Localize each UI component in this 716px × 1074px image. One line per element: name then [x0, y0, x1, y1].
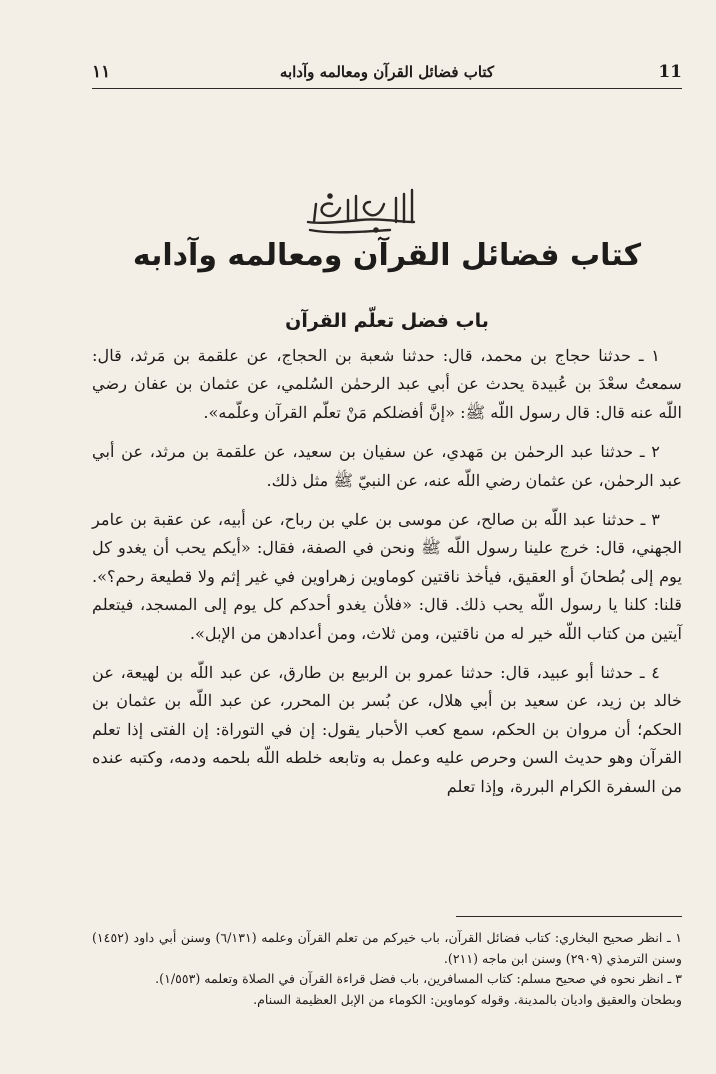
- hadith-paragraph: ١ ـ حدثنا حجاج بن محمد، قال: حدثنا شعبة بن الحجاج، عن علقمة بن مَرثد، قال: سمعتُ سعْدَ بن عُبيدة يحدث عن أبي عبد الرحمٰن السُلمي، عن عثمان بن عفان رضي اللّه عنه قال: قال رسول اللّه ﷺ: «إنَّ أفضلكم مَنْ تعلّم القرآن وعلّمه».: [92, 346, 682, 422]
- book-title: كتاب فضائل القرآن ومعالمه وآدابه: [132, 238, 642, 273]
- footnote-item: وبطحان والعقيق واديان بالمدينة. وقوله كوماوين: الكوماء من الإبل العظيمة السنام.: [253, 991, 682, 1007]
- chapter-title: باب فضل تعلّم القرآن: [285, 310, 489, 332]
- hadith-paragraph: ٤ ـ حدثنا أبو عبيد، قال: حدثنا عمرو بن الربيع بن طارق، عن عبد اللّه بن لهيعة، عن خالد بن زيد، عن سعيد بن أبي هلال، عن بُسر بن المحرر، عن عبد اللّه بن عثمان بن الحكم؛ أن مروان بن الحكم، سمع كعب الأحبار يقول: إن في التوراة: إن الفتى إذا تعلم القرآن وهو حديث السن وحرص عليه وعمل به وتابعه خلطه اللّه بلحمه ودمه، وكتبه عنده من السفرة الكرام البررة، وإذا تعلم: [92, 663, 682, 796]
- page-number-arabic: ١١: [92, 62, 111, 82]
- main-text: [92, 342, 682, 812]
- footnote-divider: [456, 916, 682, 917]
- page-number-latin: 11: [658, 62, 682, 82]
- running-title: كتاب فضائل القرآن ومعالمه وآدابه: [279, 63, 495, 81]
- basmala-calligraphy-icon: [300, 182, 420, 238]
- footnote-item: ١ ـ انظر صحيح البخاري: كتاب فضائل القرآن، باب خيركم من تعلم القرآن وعلمه (٦/١٣١) وسنن أبي داود (١٤٥٢) وسنن الترمذي (٢٩٠٩) وسنن ابن ماجه (٢١١).: [92, 930, 682, 966]
- page-header: [92, 58, 682, 89]
- footnote-item: ٣ ـ انظر نحوه في صحيح مسلم: كتاب المسافرين، باب فضل قراءة القرآن في الصلاة وتعلمه (١/٥٥٣).: [155, 971, 682, 986]
- hadith-paragraph: ٢ ـ حدثنا عبد الرحمٰن بن مَهدي، عن سفيان بن سعيد، عن علقمة بن مرثد، عن أبي عبد الرحمٰن، عن عثمان رضي اللّه عنه، عن النبيّ ﷺ مثل ذلك.: [92, 442, 682, 490]
- hadith-paragraph: ٣ ـ حدثنا عبد اللّه بن صالح، عن موسى بن علي بن رباح، عن أبيه، عن عقبة بن عامر الجهني، قال: خرج علينا رسول اللّه ﷺ ونحن في الصفة، فقال: «أيكم يحب أن يغدو كل يوم إلى بُطحانَ أو العقيق، فيأخذ ناقتين كوماوين زهراوين في غير إثم ولا قطيعة رحم؟». قلنا: كلنا يا رسول اللّه يحب ذلك. قال: «فلأن يغدو أحدكم كل يوم إلى المسجد، فيتعلم آيتين من كتاب اللّه خير له من ناقتين، ومن ثلاث، ومن أعدادهن من الإبل».: [92, 510, 682, 643]
- footnotes: [92, 928, 682, 1010]
